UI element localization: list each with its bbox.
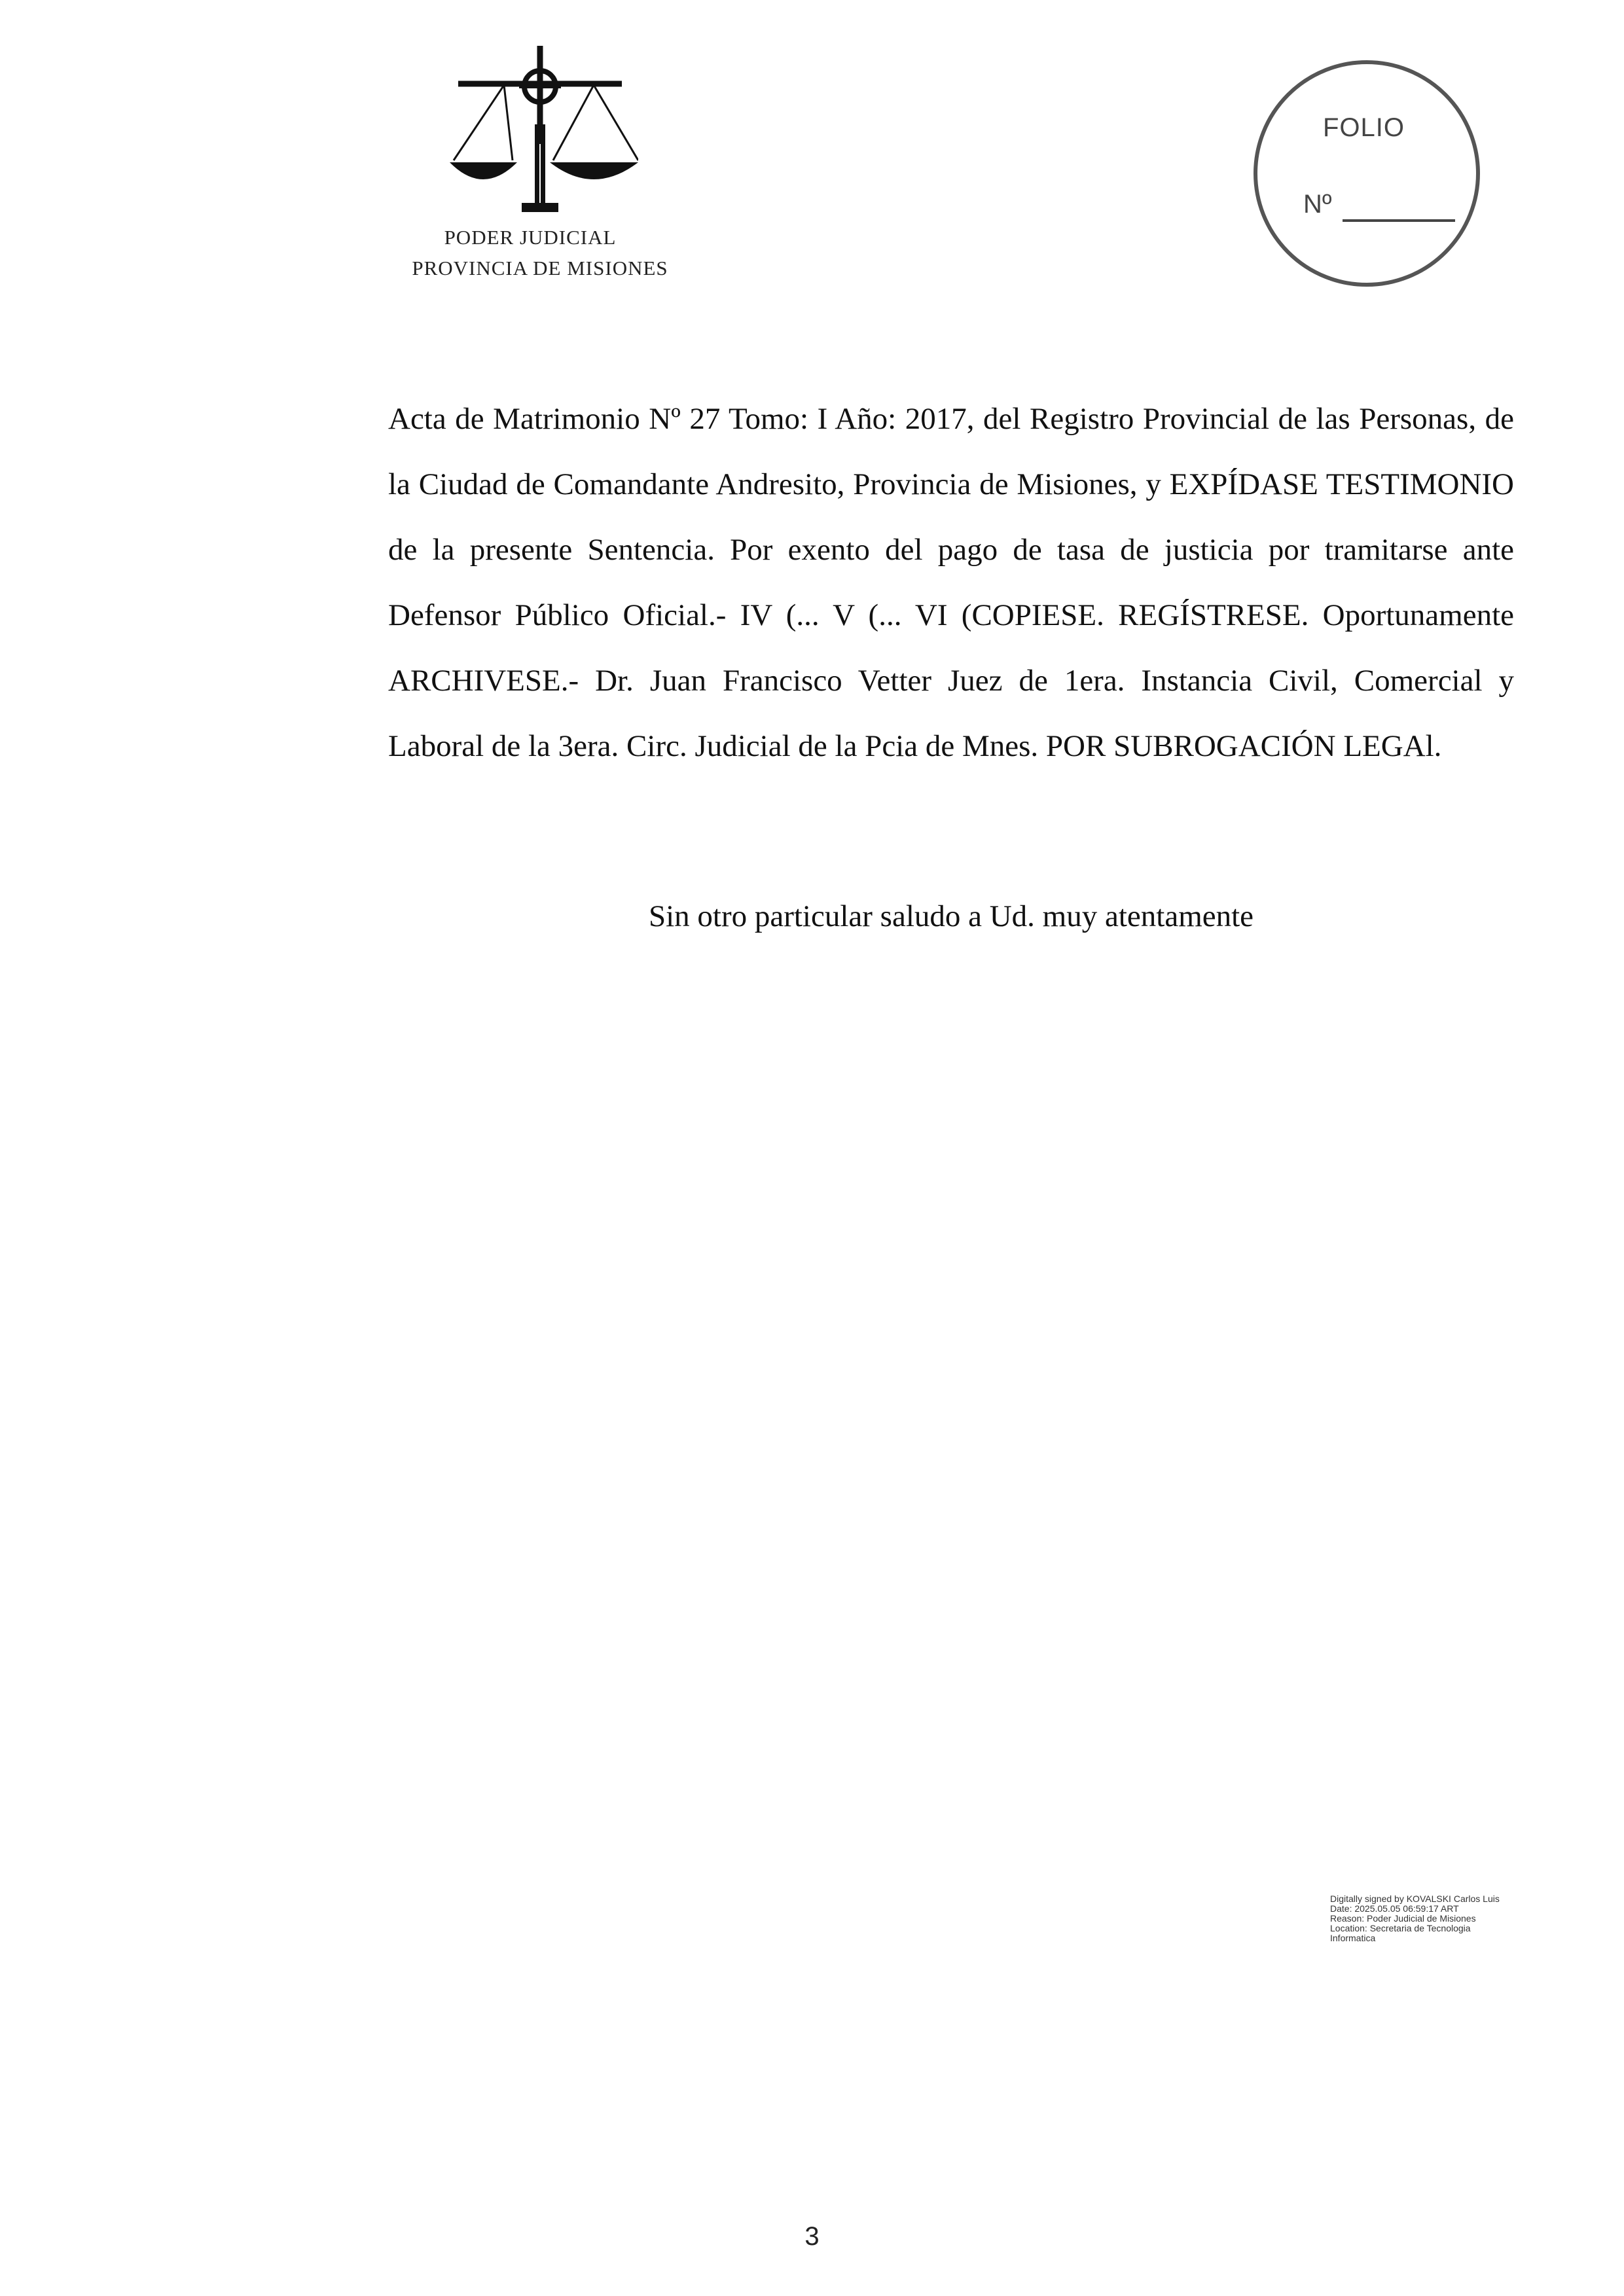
signature-reason: Reason: Poder Judicial de Misiones (1330, 1913, 1476, 1924)
signature-signed-by: Digitally signed by KOVALSKI Carlos Luis (1330, 1893, 1500, 1904)
body-paragraph: Acta de Matrimonio Nº 27 Tomo: I Año: 2017, del Registro Provincial de las Personas, de la Ciudad de Comandante Andresito, Provincia de Misiones, y EXPÍDASE TESTIMONIO de la presente Sentencia. Por exento del pago de tasa de justicia por tramitarse ante Defensor Público Oficial.- IV (... V (... VI (COPIESE. REGÍSTRESE. Oportunamente ARCHIVESE.- Dr. Juan Francisco Vetter Juez de 1era. Instancia Civil, Comercial y Laboral de la 3era. Circ. Judicial de la Pcia de Mnes. POR SUBROGACIÓN LEGAl. (388, 402, 1514, 763)
folio-title: FOLIO (1323, 113, 1405, 142)
signature-date: Date: 2025.05.05 06:59:17 ART (1330, 1903, 1459, 1914)
signature-location: Location: Secretaria de Tecnologia (1330, 1923, 1471, 1933)
folio-stamp (1254, 60, 1480, 287)
digital-signature-block (1330, 1894, 1553, 1943)
folio-number-label: Nº (1303, 190, 1332, 219)
closing-line: Sin otro particular saludo a Ud. muy atentamente (648, 899, 1254, 933)
page-number: 3 (804, 2222, 820, 2251)
scales-of-justice-icon (442, 46, 638, 223)
poder-judicial-logo (406, 46, 694, 295)
logo-text-line2: PROVINCIA DE MISIONES (412, 257, 668, 279)
logo-text-line1: PODER JUDICIAL (444, 226, 617, 249)
folio-number-blank (1343, 219, 1455, 222)
signature-location-cont: Informatica (1330, 1933, 1376, 1943)
